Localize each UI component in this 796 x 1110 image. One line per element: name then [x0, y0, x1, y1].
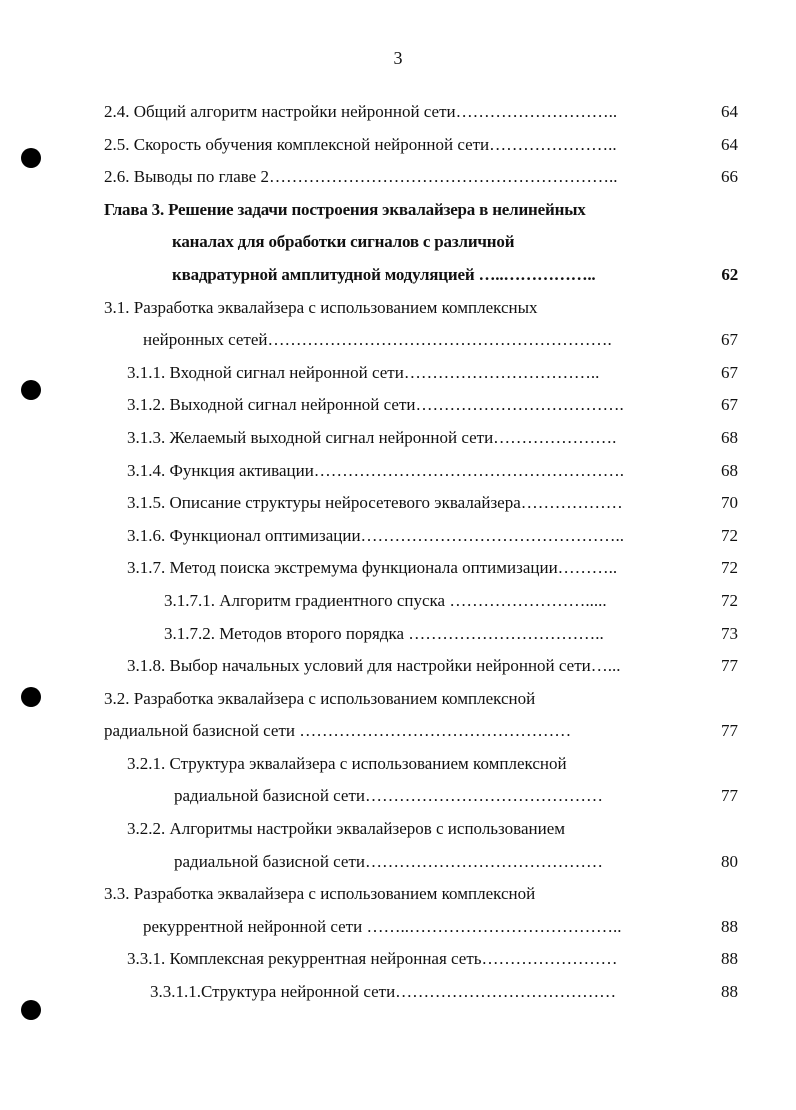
toc-entry-title: каналах для обработки сигналов с различной [172, 232, 515, 252]
toc-entry-title: 3.3.1.1.Структура нейронной сети………………………………… [150, 982, 617, 1002]
toc-entry [0, 422, 796, 455]
toc-entry-title: 3.1. Разработка эквалайзера с использованием комплексных [104, 297, 538, 317]
toc-entry [0, 259, 796, 292]
toc-entry-title: 3.1.7.1. Алгоритм градиентного спуска ……………………..... [164, 590, 607, 610]
toc-entry-title: 3.3.1. Комплексная рекуррентная нейронная сеть…………………… [127, 949, 618, 969]
toc-entry-title: 3.1.6. Функционал оптимизации……………………………………….. [127, 525, 625, 545]
toc-entry-title: 3.1.3. Желаемый выходной сигнал нейронной сети…………………. [127, 427, 617, 447]
toc-entry-title: 3.1.7.2. Методов второго порядка …………………………….. [164, 623, 604, 643]
toc-entry [0, 585, 796, 618]
toc-entry [0, 194, 796, 227]
toc-entry [0, 96, 796, 129]
toc-entry [0, 976, 796, 1009]
toc-entry [0, 129, 796, 162]
toc-entry [0, 552, 796, 585]
toc-entry [0, 715, 796, 748]
toc-entry-page: 67 [721, 330, 738, 350]
toc-entry-title: 2.4. Общий алгоритм настройки нейронной сети……………………….. [104, 102, 618, 121]
toc-entry [0, 520, 796, 553]
toc-entry [0, 487, 796, 520]
toc-entry-title: Глава 3. Решение задачи построения эквалайзера в нелинейных [104, 199, 586, 219]
toc-entry-title: 3.1.5. Описание структуры нейросетевого эквалайзера……………… [127, 493, 623, 513]
toc-entry-title: 2.5. Скорость обучения комплексной нейронной сети………………….. [104, 134, 617, 154]
toc-entry-page: 77 [721, 721, 738, 741]
toc-entry [0, 161, 796, 194]
toc-entry-title: 3.1.8. Выбор начальных условий для настройки нейронной сети…... [127, 656, 621, 676]
toc-entry [0, 780, 796, 813]
toc-entry [0, 357, 796, 390]
toc-entry-title: радиальной базисной сети…………………………………… [174, 851, 603, 871]
toc-entry [0, 389, 796, 422]
toc-entry-page: 66 [721, 167, 738, 187]
toc-entry [0, 292, 796, 325]
toc-entry [0, 650, 796, 683]
toc-entry-page: 77 [721, 786, 738, 806]
toc-entry-page: 67 [721, 395, 738, 415]
toc-entry [0, 683, 796, 716]
toc-entry-title: нейронных сетей……………………………………………………. [143, 330, 612, 350]
toc-entry-title: 2.6. Выводы по главе 2…………………………………………………….. [104, 167, 618, 187]
toc-entry [0, 943, 796, 976]
toc-entry [0, 455, 796, 488]
toc-entry-title: радиальной базисной сети ………………………………………… [104, 721, 572, 741]
toc-entry-title: 3.2.1. Структура эквалайзера с использованием комплексной [127, 753, 567, 773]
toc-entry-title: 3.3. Разработка эквалайзера с использованием комплексной [104, 884, 536, 904]
toc-entry-page: 70 [721, 493, 738, 513]
toc-entry-page: 72 [721, 558, 738, 578]
toc-entry [0, 911, 796, 944]
toc-entry-title: 3.1.1. Входной сигнал нейронной сети…………………………….. [127, 362, 600, 382]
toc-entry [0, 324, 796, 357]
toc-entry-title: радиальной базисной сети…………………………………… [174, 786, 603, 806]
toc-entry-page: 64 [721, 134, 738, 154]
toc-entry-page: 72 [721, 525, 738, 545]
toc-entry-title: рекуррентной нейронной сети ……..……………………………….. [143, 916, 622, 936]
toc-entry-page: 68 [721, 460, 738, 480]
toc-entry-page: 88 [721, 916, 738, 936]
toc-entry-page: 68 [721, 427, 738, 447]
toc-entry-page: 73 [721, 623, 738, 643]
toc-entry-title: 3.1.2. Выходной сигнал нейронной сети………………………………. [127, 395, 624, 415]
toc-entry-page: 77 [721, 656, 738, 676]
toc-entry-page: 64 [721, 102, 738, 121]
toc-entry-page: 80 [721, 851, 738, 871]
table-of-contents [0, 96, 796, 1009]
toc-entry-page: 88 [721, 949, 738, 969]
toc-entry-page: 88 [721, 982, 738, 1002]
page-number: 3 [393, 48, 403, 68]
toc-entry [0, 618, 796, 651]
toc-entry-title: 3.2.2. Алгоритмы настройки эквалайзеров с использованием [127, 819, 566, 839]
toc-entry-title: 3.1.4. Функция активации………………………………………………. [127, 460, 625, 480]
toc-entry-page: 62 [721, 264, 738, 284]
toc-entry [0, 813, 796, 846]
toc-entry-title: 3.2. Разработка эквалайзера с использованием комплексной [104, 688, 536, 708]
toc-entry-page: 72 [721, 590, 738, 610]
toc-entry-page: 67 [721, 362, 738, 382]
toc-entry-title: квадратурной амплитудной модуляцией …..…………….. [172, 264, 596, 284]
toc-entry [0, 846, 796, 879]
toc-entry [0, 226, 796, 259]
toc-entry [0, 748, 796, 781]
toc-entry-title: 3.1.7. Метод поиска экстремума функционала оптимизации……….. [127, 558, 618, 578]
toc-entry [0, 878, 796, 911]
